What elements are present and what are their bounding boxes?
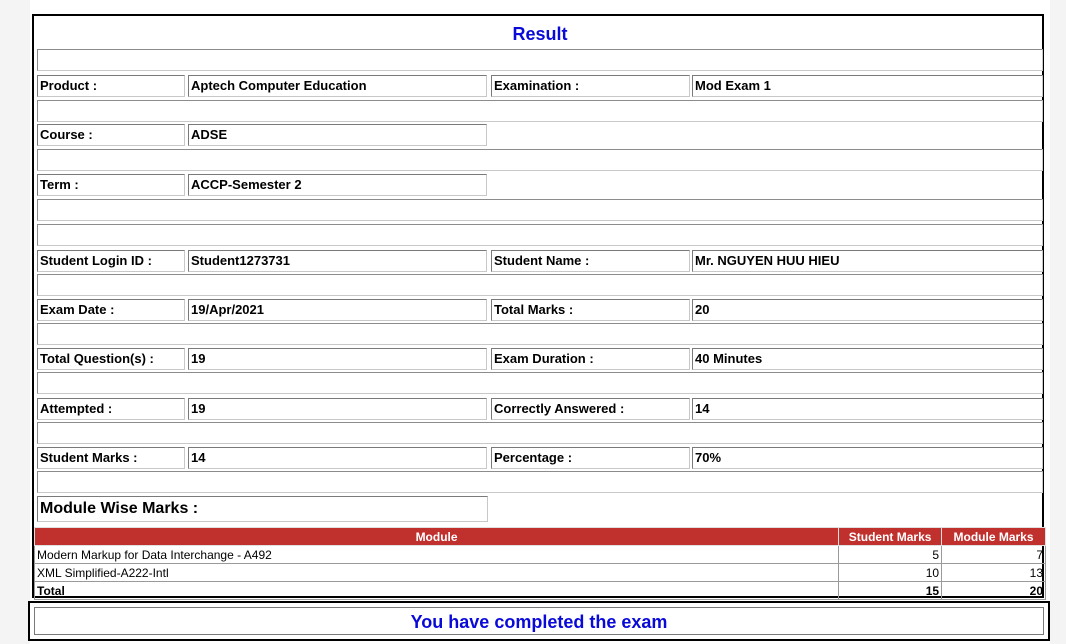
module-student-marks: 10 [839, 564, 942, 582]
spacer-row [37, 49, 1043, 71]
module-marks-table [34, 527, 1046, 600]
completion-panel [28, 601, 1050, 641]
attempted-label: Attempted : [37, 398, 185, 420]
percentage-label: Percentage : [491, 447, 690, 469]
column-header-module-marks: Module Marks [942, 528, 1046, 546]
module-max-marks: 13 [942, 564, 1046, 582]
examination-label: Examination : [491, 75, 690, 97]
page-margin-right [1050, 0, 1066, 644]
table-row [35, 564, 1046, 582]
total-label: Total [35, 582, 839, 600]
spacer-row [37, 199, 1043, 221]
student-marks-label: Student Marks : [37, 447, 185, 469]
module-name: XML Simplified-A222-Intl [35, 564, 839, 582]
exam-date-value: 19/Apr/2021 [188, 299, 487, 321]
module-student-marks: 5 [839, 546, 942, 564]
module-name: Modern Markup for Data Interchange - A492 [35, 546, 839, 564]
student-name-value: Mr. NGUYEN HUU HIEU [692, 250, 1043, 272]
table-row [35, 546, 1046, 564]
module-max-marks: 7 [942, 546, 1046, 564]
course-label: Course : [37, 124, 185, 146]
total-questions-value: 19 [188, 348, 487, 370]
attempted-value: 19 [188, 398, 487, 420]
result-title: Result [512, 24, 568, 44]
term-label: Term : [37, 174, 185, 196]
spacer-row [37, 471, 1043, 493]
column-header-student-marks: Student Marks [839, 528, 942, 546]
total-marks-value: 20 [692, 299, 1043, 321]
student-login-label: Student Login ID : [37, 250, 185, 272]
exam-duration-label: Exam Duration : [491, 348, 690, 370]
course-value: ADSE [188, 124, 487, 146]
student-marks-value: 14 [188, 447, 487, 469]
correctly-answered-label: Correctly Answered : [491, 398, 690, 420]
student-name-label: Student Name : [491, 250, 690, 272]
product-label: Product : [37, 75, 185, 97]
spacer-row [37, 422, 1043, 444]
spacer-row [37, 100, 1043, 122]
product-value: Aptech Computer Education [188, 75, 487, 97]
total-marks-label: Total Marks : [491, 299, 690, 321]
spacer-row [37, 323, 1043, 345]
total-module-marks: 20 [942, 582, 1046, 600]
correctly-answered-value: 14 [692, 398, 1043, 420]
module-wise-heading: Module Wise Marks : [37, 496, 488, 522]
spacer-row [37, 224, 1043, 246]
table-header-row [35, 528, 1046, 546]
page-margin-left [0, 0, 30, 644]
percentage-value: 70% [692, 447, 1043, 469]
total-student-marks: 15 [839, 582, 942, 600]
spacer-row [37, 372, 1043, 394]
term-value: ACCP-Semester 2 [188, 174, 487, 196]
spacer-row [37, 274, 1043, 296]
student-login-value: Student1273731 [188, 250, 487, 272]
completion-message: You have completed the exam [34, 607, 1044, 635]
exam-duration-value: 40 Minutes [692, 348, 1043, 370]
exam-date-label: Exam Date : [37, 299, 185, 321]
column-header-module: Module [35, 528, 839, 546]
examination-value: Mod Exam 1 [692, 75, 1043, 97]
result-panel [32, 14, 1044, 598]
table-total-row [35, 582, 1046, 600]
total-questions-label: Total Question(s) : [37, 348, 185, 370]
spacer-row [37, 149, 1043, 171]
